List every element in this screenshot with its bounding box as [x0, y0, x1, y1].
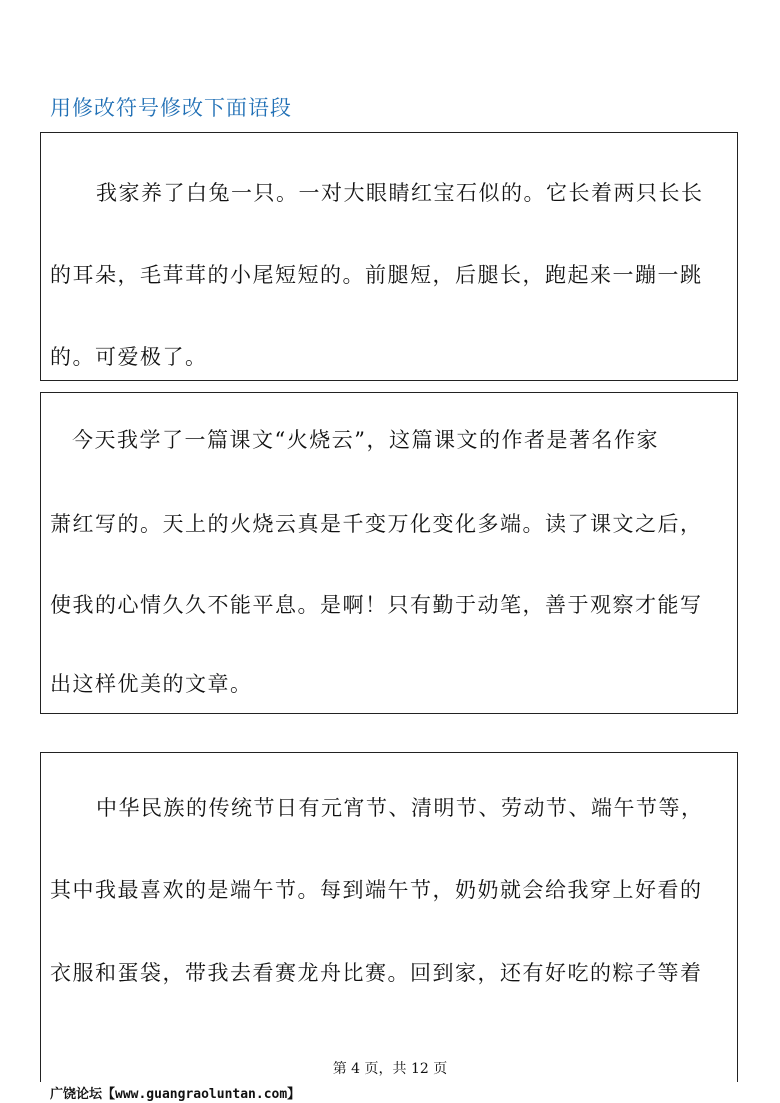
page-number: 第 4 页，共 12 页	[332, 1061, 448, 1077]
page-title: 用修改符号修改下面语段	[50, 96, 292, 120]
passage-3-line-1: 中华民族的传统节日有元宵节、清明节、劳动节、端午节等，	[96, 796, 704, 820]
passage-1-line-1: 我家养了白兔一只。一对大眼睛红宝石似的。它长着两只长长	[96, 181, 704, 205]
passage-3-line-2: 其中我最喜欢的是端午节。每到端午节，奶奶就会给我穿上好看的	[50, 878, 703, 902]
passage-2-line-4: 出这样优美的文章。	[50, 672, 253, 696]
passage-3-line-3: 衣服和蛋袋，带我去看赛龙舟比赛。回到家，还有好吃的粽子等着	[50, 961, 703, 985]
passage-1-line-2: 的耳朵，毛茸茸的小尾短短的。前腿短，后腿长，跑起来一蹦一跳	[50, 263, 703, 287]
passage-2-line-3: 使我的心情久久不能平息。是啊！只有勤于动笔，善于观察才能写	[50, 593, 703, 617]
passage-2-line-2: 萧红写的。天上的火烧云真是千变万化变化多端。读了课文之后，	[50, 512, 703, 536]
passage-1-line-3: 的。可爱极了。	[50, 345, 208, 369]
forum-watermark: 广饶论坛【www.guangraoluntan.com】	[50, 1087, 301, 1102]
passage-2-line-1: 今天我学了一篇课文“火烧云”，这篇课文的作者是著名作家	[72, 428, 659, 452]
